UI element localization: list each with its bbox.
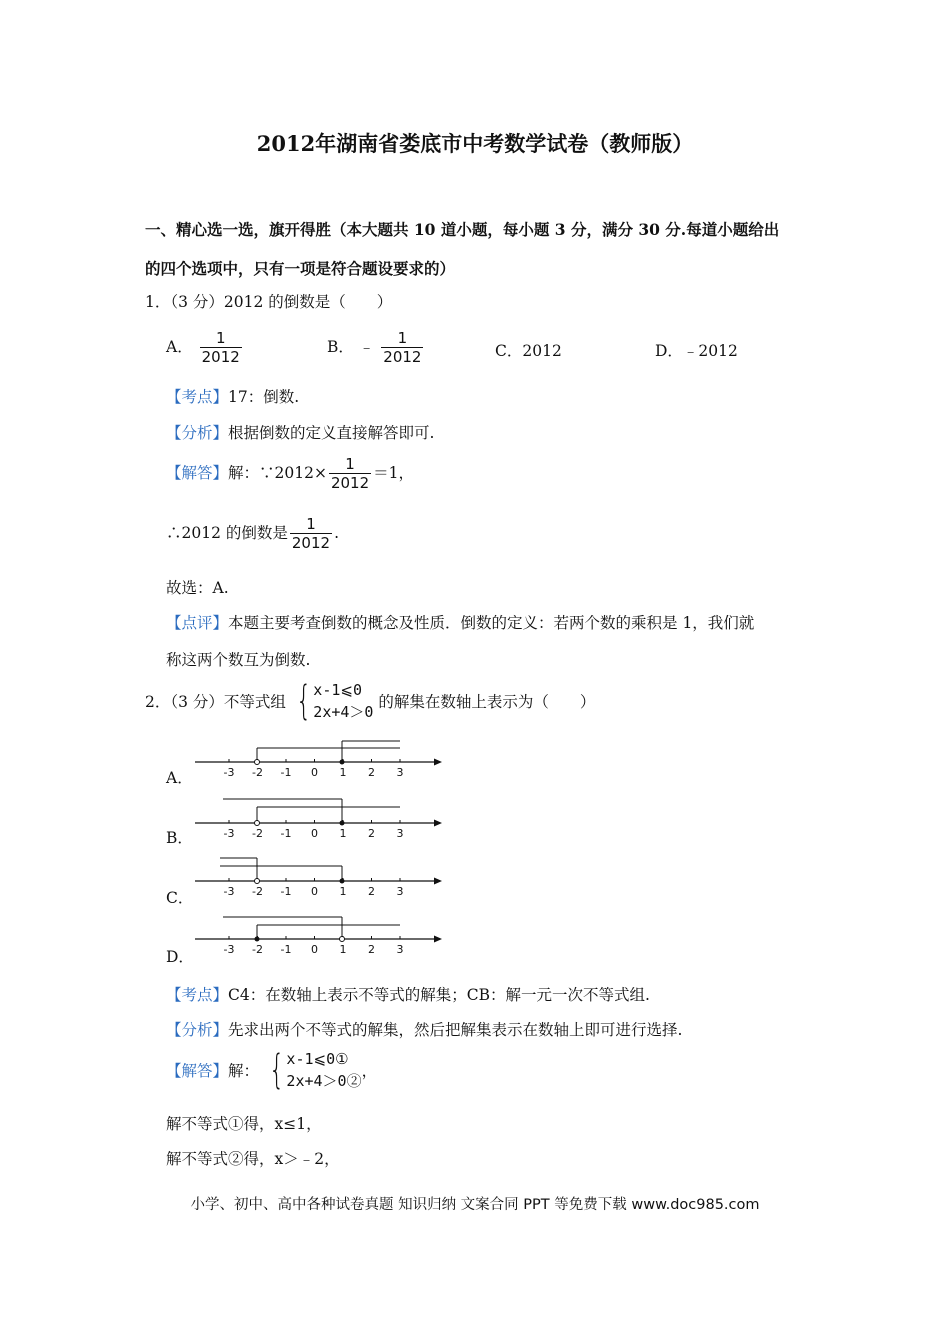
closed-point	[340, 821, 345, 826]
inequality-system	[291, 679, 374, 723]
tick-label: -3	[223, 827, 235, 840]
tick-label: -3	[223, 766, 235, 779]
system-rows	[313, 679, 373, 723]
brace-icon: {	[269, 1047, 285, 1093]
tick-label: -1	[280, 943, 292, 956]
q1-option-b-label: B．	[327, 338, 354, 356]
q1-conclusion	[166, 516, 339, 552]
q2-option-d-label: D．	[166, 948, 194, 966]
closed-point	[340, 879, 345, 884]
fenxi-tag: 【分析】	[166, 424, 229, 442]
fraction-numerator: 1	[345, 455, 355, 473]
tick-label: -2	[252, 885, 263, 898]
open-point	[340, 937, 345, 942]
tick-label: -2	[252, 766, 263, 779]
tick-label: -1	[280, 766, 292, 779]
numberline-option-c	[190, 854, 450, 904]
conclusion-suffix: .	[334, 524, 339, 542]
fraction-denominator: 2012	[383, 348, 422, 366]
q2-fenxi	[166, 1018, 682, 1040]
jieda-fraction	[329, 456, 371, 492]
q1-dianping-line2: 称这两个数互为倒数.	[166, 651, 311, 669]
q1-kaodian	[166, 385, 299, 407]
conclusion-fraction	[290, 516, 332, 552]
closed-point	[340, 760, 345, 765]
tick-label: 3	[396, 885, 404, 898]
tick-label: 2	[368, 766, 375, 779]
tick-label: 1	[339, 766, 347, 779]
fraction-denominator: 2012	[201, 348, 240, 366]
page-title: 2012年湖南省娄底市中考数学试卷（教师版）	[256, 131, 694, 156]
jieda-prefix: 解：	[228, 1062, 260, 1080]
tick-label: 2	[368, 943, 375, 956]
tick-label: 0	[311, 943, 318, 956]
q1-option-d: D．﹣2012	[655, 342, 738, 360]
jieda-inequality-system	[264, 1048, 362, 1092]
q2-stem-prefix: 2．（3 分）不等式组	[145, 693, 286, 711]
kaodian-tag: 【考点】	[166, 986, 229, 1004]
tick-label: 3	[396, 943, 404, 956]
numberline-option-a	[190, 733, 450, 783]
tick-label: 0	[311, 827, 318, 840]
open-point	[255, 760, 260, 765]
q1-choose: 故选：A.	[166, 579, 229, 597]
kaodian-tag: 【考点】	[166, 388, 229, 406]
brace-icon: {	[295, 678, 312, 724]
q1-stem: 1．（3 分）2012 的倒数是（ ）	[145, 293, 393, 311]
q2-kaodian	[166, 983, 650, 1005]
q1-option-a-label: A．	[166, 338, 193, 356]
fraction-numerator: 1	[215, 329, 226, 347]
jieda-suffix: ，	[361, 1062, 378, 1080]
tick-label: -3	[223, 943, 235, 956]
tick-label: 1	[339, 885, 347, 898]
jieda-prefix: 解：∵2012×	[228, 464, 327, 482]
system-row-1: x-1⩽0	[313, 681, 362, 699]
tick-label: 0	[311, 885, 318, 898]
fenxi-tag: 【分析】	[166, 1021, 229, 1039]
tick-label: 0	[311, 766, 318, 779]
numberline-option-d	[190, 913, 450, 963]
tick-label: -2	[252, 827, 263, 840]
tick-label: 2	[368, 885, 375, 898]
q1-option-c: C．2012	[495, 342, 562, 360]
q2-option-b-label: B．	[166, 829, 193, 847]
q2-step2: 解不等式②得，x＞﹣2，	[166, 1150, 340, 1168]
system-row-2: 2x+4＞0②	[286, 1072, 362, 1090]
axis-arrow-icon	[434, 936, 442, 943]
fraction-numerator: 1	[306, 515, 316, 533]
axis-arrow-icon	[434, 759, 442, 766]
q2-step1: 解不等式①得，x≤1，	[166, 1115, 322, 1133]
q1-jieda	[166, 456, 414, 492]
jieda-suffix: ＝1，	[373, 464, 415, 482]
q2-jieda	[166, 1048, 377, 1092]
system-row-2: 2x+4＞0	[313, 703, 374, 721]
jieda-tag: 【解答】	[166, 1062, 229, 1080]
q2-option-c-label: C．	[166, 889, 194, 907]
q2-stem-suffix: 的解集在数轴上表示为（ ）	[378, 693, 596, 711]
tick-label: -3	[223, 885, 235, 898]
q1-option-b-fraction	[381, 330, 423, 366]
axis-arrow-icon	[434, 820, 442, 827]
system-row-1: x-1⩽0①	[286, 1050, 349, 1068]
fenxi-text: 先求出两个不等式的解集，然后把解集表示在数轴上即可进行选择.	[228, 1021, 683, 1039]
open-point	[255, 821, 260, 826]
tick-label: -2	[252, 943, 263, 956]
tick-label: 1	[339, 943, 347, 956]
open-point	[255, 879, 260, 884]
tick-label: 1	[339, 827, 347, 840]
section-heading-line1: 一、精心选一选，旗开得胜（本大题共 10 道小题，每小题 3 分，满分 30 分.每道小题给出	[145, 220, 780, 239]
conclusion-prefix: ∴2012 的倒数是	[166, 524, 288, 542]
numberline-option-b	[190, 795, 450, 845]
q2-stem	[145, 679, 595, 723]
q1-option-b-sign: ﹣	[358, 338, 375, 356]
jieda-tag: 【解答】	[166, 464, 229, 482]
fenxi-text: 根据倒数的定义直接解答即可.	[228, 424, 435, 442]
q1-option-a-fraction	[200, 330, 242, 366]
dianping-text: 本题主要考查倒数的概念及性质．倒数的定义：若两个数的乘积是 1，我们就	[228, 614, 755, 632]
tick-label: 3	[396, 827, 404, 840]
fraction-numerator: 1	[397, 329, 408, 347]
tick-label: 3	[396, 766, 404, 779]
q1-option-a	[166, 330, 244, 366]
axis-arrow-icon	[434, 878, 442, 885]
q2-option-a-label: A．	[166, 769, 193, 787]
fraction-denominator: 2012	[291, 534, 331, 552]
closed-point	[255, 937, 260, 942]
q1-dianping	[166, 611, 754, 633]
kaodian-text: 17：倒数.	[228, 388, 300, 406]
q1-option-b	[327, 330, 425, 366]
section-heading-line2: 的四个选项中，只有一项是符合题设要求的）	[145, 259, 456, 278]
page-footer: 小学、初中、高中各种试卷真题 知识归纳 文案合同 PPT 等免费下载 www.doc985.com	[190, 1197, 760, 1213]
tick-label: -1	[280, 885, 292, 898]
tick-label: -1	[280, 827, 292, 840]
dianping-tag: 【点评】	[166, 614, 229, 632]
kaodian-text: C4：在数轴上表示不等式的解集；CB：解一元一次不等式组.	[228, 986, 650, 1004]
q1-fenxi	[166, 421, 434, 443]
system-rows	[286, 1048, 361, 1092]
fraction-denominator: 2012	[330, 474, 370, 492]
tick-label: 2	[368, 827, 375, 840]
